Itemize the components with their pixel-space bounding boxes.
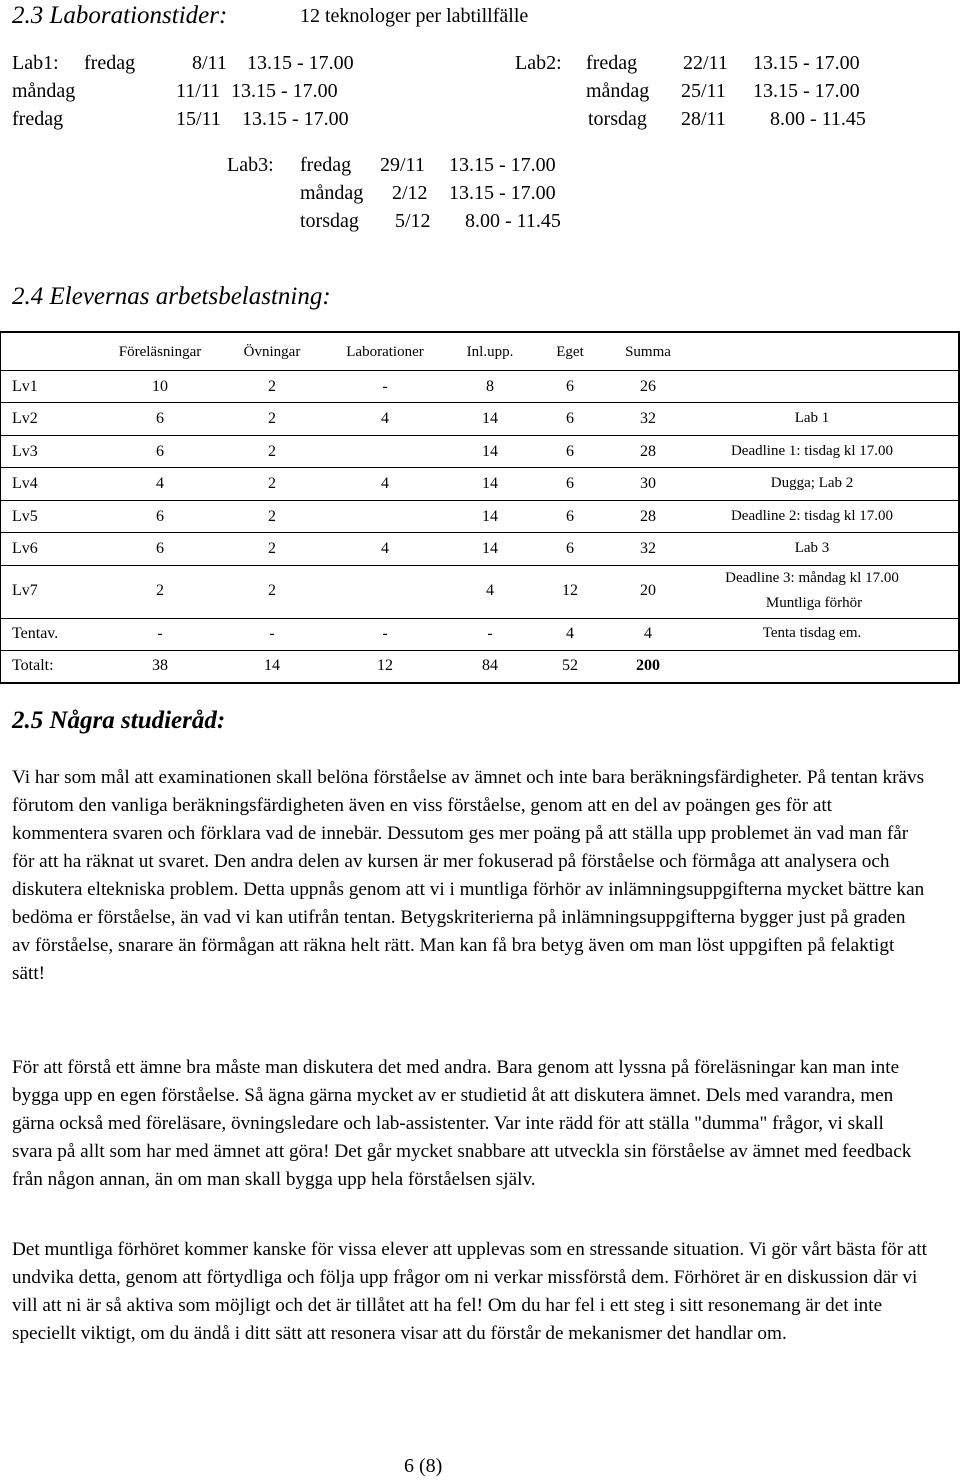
lab2-date: 25/11 <box>681 80 726 102</box>
table-note: Deadline 2: tisdag kl 17.00 <box>730 508 894 524</box>
table-cell: 6 <box>156 443 164 460</box>
lab1-day: fredag <box>12 108 64 130</box>
page-number: 6 (8) <box>404 1455 443 1477</box>
paragraph: För att förstå ett ämne bra måste man diskutera det med andra. Bara genom att lyssna på föreläsningar kan man inte bygga upp en egen förståelse. Så ägna gärna mycket av er studietid åt att diskutera ämnet. Dels med varandra, men gärna också med föreläsare, övningsledare och lab-assistenter. Var inte rädd för att ställa "dumma" frågor, vi skall svara på allt som har med ämnet att göra! Det går mycket snabbare att utveckla sin förståelse av ämnet med feedback från någon annan, än om man skall bygga upp hela förståelsen själv. <box>12 1057 912 1190</box>
lab3-day: fredag <box>300 154 352 176</box>
lab1-label: Lab1: <box>12 52 59 74</box>
table-cell: 32 <box>640 540 656 557</box>
table-note: Lab 3 <box>794 540 830 556</box>
lab3-day: torsdag <box>300 210 359 232</box>
table-cell: 6 <box>156 410 164 427</box>
lab2-day: torsdag <box>588 108 647 130</box>
table-cell: 8 <box>486 378 494 395</box>
lab1-time: 13.15 - 17.00 <box>247 52 354 74</box>
table-note: Deadline 1: tisdag kl 17.00 <box>730 443 894 459</box>
table-cell: 38 <box>152 657 168 674</box>
table-note: Dugga; Lab 2 <box>770 475 854 491</box>
lab1-day: fredag <box>84 52 136 74</box>
table-cell: 6 <box>156 540 164 557</box>
lab3-time: 13.15 - 17.00 <box>449 154 556 176</box>
table-cell: 2 <box>268 508 276 525</box>
table-cell: 200 <box>636 657 660 674</box>
lab2-time: 13.15 - 17.00 <box>753 52 860 74</box>
table-cell: 2 <box>268 378 276 395</box>
table-cell: 6 <box>566 475 574 492</box>
table-cell: 14 <box>482 410 498 427</box>
table-header: Eget <box>556 344 584 360</box>
lab1-time: 13.15 - 17.00 <box>231 80 338 102</box>
paragraph: Det muntliga förhöret kommer kanske för vissa elever att upplevas som en stressande situation. Vi gör vårt bästa för att undvika detta, genom att förtydliga och följa upp frågor om ni verkar missförstå dem. Förhöret är en diskussion där vi vill att ni är så aktiva som möjligt och det är tillåtet att ha fel! Om du har fel i ett steg i sitt resonemang är det inte speciellt viktigt, om du ändå i ditt sätt att resonera visar att du förstår de mekanismer det handlar om. <box>12 1239 927 1344</box>
table-cell: 12 <box>562 582 578 599</box>
table-header: Summa <box>625 344 671 360</box>
table-cell: 4 <box>156 475 164 492</box>
table-row-label: Lv1 <box>12 378 38 395</box>
table-note: Deadline 3: måndag kl 17.00 <box>725 570 899 586</box>
table-cell: 26 <box>640 378 656 395</box>
table-cell: 4 <box>381 540 389 557</box>
paragraph: Vi har som mål att examinationen skall belöna förståelse av ämnet och inte bara beräkningsfärdigheter. På tentan krävs förutom den vanliga beräkningsfärdigheten även en viss förståelse, genom att en del av poängen ges för att kommentera svaren och förklara vad de innebär. Dessutom ges mer poäng på att ställa upp problemet än vad man får för att ha räknat ut svaret. Den andra delen av kursen är mer fokuserad på förståelse och förmåga att analysera och diskutera eltekniska problem. Detta uppnås genom att vi i muntliga förhör av inlämningsuppgifterna mycket bättre kan bedöma er förståelse, än vad vi kan utifrån tentan. Betygskriterierna på inlämningsuppgifterna bygger just på graden av förståelse, snarare än förmågan att räkna helt rätt. Man kan få bra betyg även om man löst uppgiften på felaktigt sätt! <box>12 767 925 984</box>
lab3-date: 2/12 <box>392 182 428 204</box>
lab2-time: 8.00 - 11.45 <box>770 108 866 130</box>
table-row-label: Lv4 <box>12 475 38 492</box>
table-row-label: Tentav. <box>12 625 59 642</box>
table-cell: 84 <box>482 657 498 674</box>
table-header: Övningar <box>243 344 301 360</box>
table-cell: 6 <box>566 443 574 460</box>
table-cell: 32 <box>640 410 656 427</box>
table-cell: 12 <box>377 657 393 674</box>
lab1-date: 15/11 <box>176 108 221 130</box>
table-row-label: Lv6 <box>12 540 38 557</box>
table-row-label: Lv5 <box>12 508 38 525</box>
table-cell: 2 <box>268 475 276 492</box>
table-cell: 6 <box>566 540 574 557</box>
table-cell: 14 <box>264 657 280 674</box>
table-row-label: Lv3 <box>12 443 38 460</box>
table-cell: 2 <box>268 582 276 599</box>
table-cell: 2 <box>156 582 164 599</box>
table-cell: 4 <box>381 410 389 427</box>
table-cell: - <box>157 625 163 642</box>
table-row-label: Lv2 <box>12 410 38 427</box>
table-row-label: Totalt: <box>12 657 54 674</box>
table-note: Muntliga förhör <box>765 595 863 611</box>
section-heading-arbetsbelastning: 2.4 Elevernas arbetsbelastning: <box>12 283 331 310</box>
table-cell: 4 <box>486 582 494 599</box>
lab2-day: fredag <box>586 52 638 74</box>
section-heading-laborationstider: 2.3 Laborationstider: <box>12 2 228 29</box>
table-cell: 10 <box>152 378 168 395</box>
table-cell: 6 <box>156 508 164 525</box>
lab1-date: 11/11 <box>176 80 221 102</box>
table-cell: 14 <box>482 443 498 460</box>
lab2-day: måndag <box>586 80 650 102</box>
table-cell: 52 <box>562 657 578 674</box>
table-cell: 14 <box>482 475 498 492</box>
lab3-date: 29/11 <box>380 154 425 176</box>
table-header: Inl.upp. <box>466 344 514 360</box>
table-cell: 6 <box>566 508 574 525</box>
lab1-day: måndag <box>12 80 76 102</box>
table-cell: 30 <box>640 475 656 492</box>
table-cell: 2 <box>268 540 276 557</box>
table-header: Laborationer <box>346 344 424 360</box>
table-cell: 28 <box>640 508 656 525</box>
table-cell: 14 <box>482 508 498 525</box>
section-heading-studierad: 2.5 Några studieråd: <box>12 707 226 734</box>
table-header: Föreläsningar <box>118 344 202 360</box>
lab3-time: 8.00 - 11.45 <box>465 210 561 232</box>
table-cell: - <box>487 625 493 642</box>
table-row-label: Lv7 <box>12 582 38 599</box>
table-cell: 6 <box>566 410 574 427</box>
table-cell: 4 <box>644 625 652 642</box>
table-cell: 6 <box>566 378 574 395</box>
lab2-time: 13.15 - 17.00 <box>753 80 860 102</box>
table-cell: - <box>382 378 388 395</box>
lab3-label: Lab3: <box>227 154 274 176</box>
table-note: Lab 1 <box>794 410 830 426</box>
lab1-date: 8/11 <box>192 52 227 74</box>
section-subtitle: 12 teknologer per labtillfälle <box>300 5 529 27</box>
lab3-date: 5/12 <box>395 210 431 232</box>
table-cell: 28 <box>640 443 656 460</box>
table-note: Tenta tisdag em. <box>762 625 862 641</box>
table-cell: - <box>382 625 388 642</box>
table-cell: 4 <box>566 625 574 642</box>
lab2-label: Lab2: <box>515 52 562 74</box>
lab1-time: 13.15 - 17.00 <box>242 108 349 130</box>
lab3-day: måndag <box>300 182 364 204</box>
table-cell: 14 <box>482 540 498 557</box>
table-cell: 2 <box>268 410 276 427</box>
table-cell: 20 <box>640 582 656 599</box>
table-cell: - <box>269 625 275 642</box>
lab2-date: 22/11 <box>683 52 728 74</box>
lab3-time: 13.15 - 17.00 <box>449 182 556 204</box>
table-cell: 2 <box>268 443 276 460</box>
table-cell: 4 <box>381 475 389 492</box>
lab2-date: 28/11 <box>681 108 726 130</box>
